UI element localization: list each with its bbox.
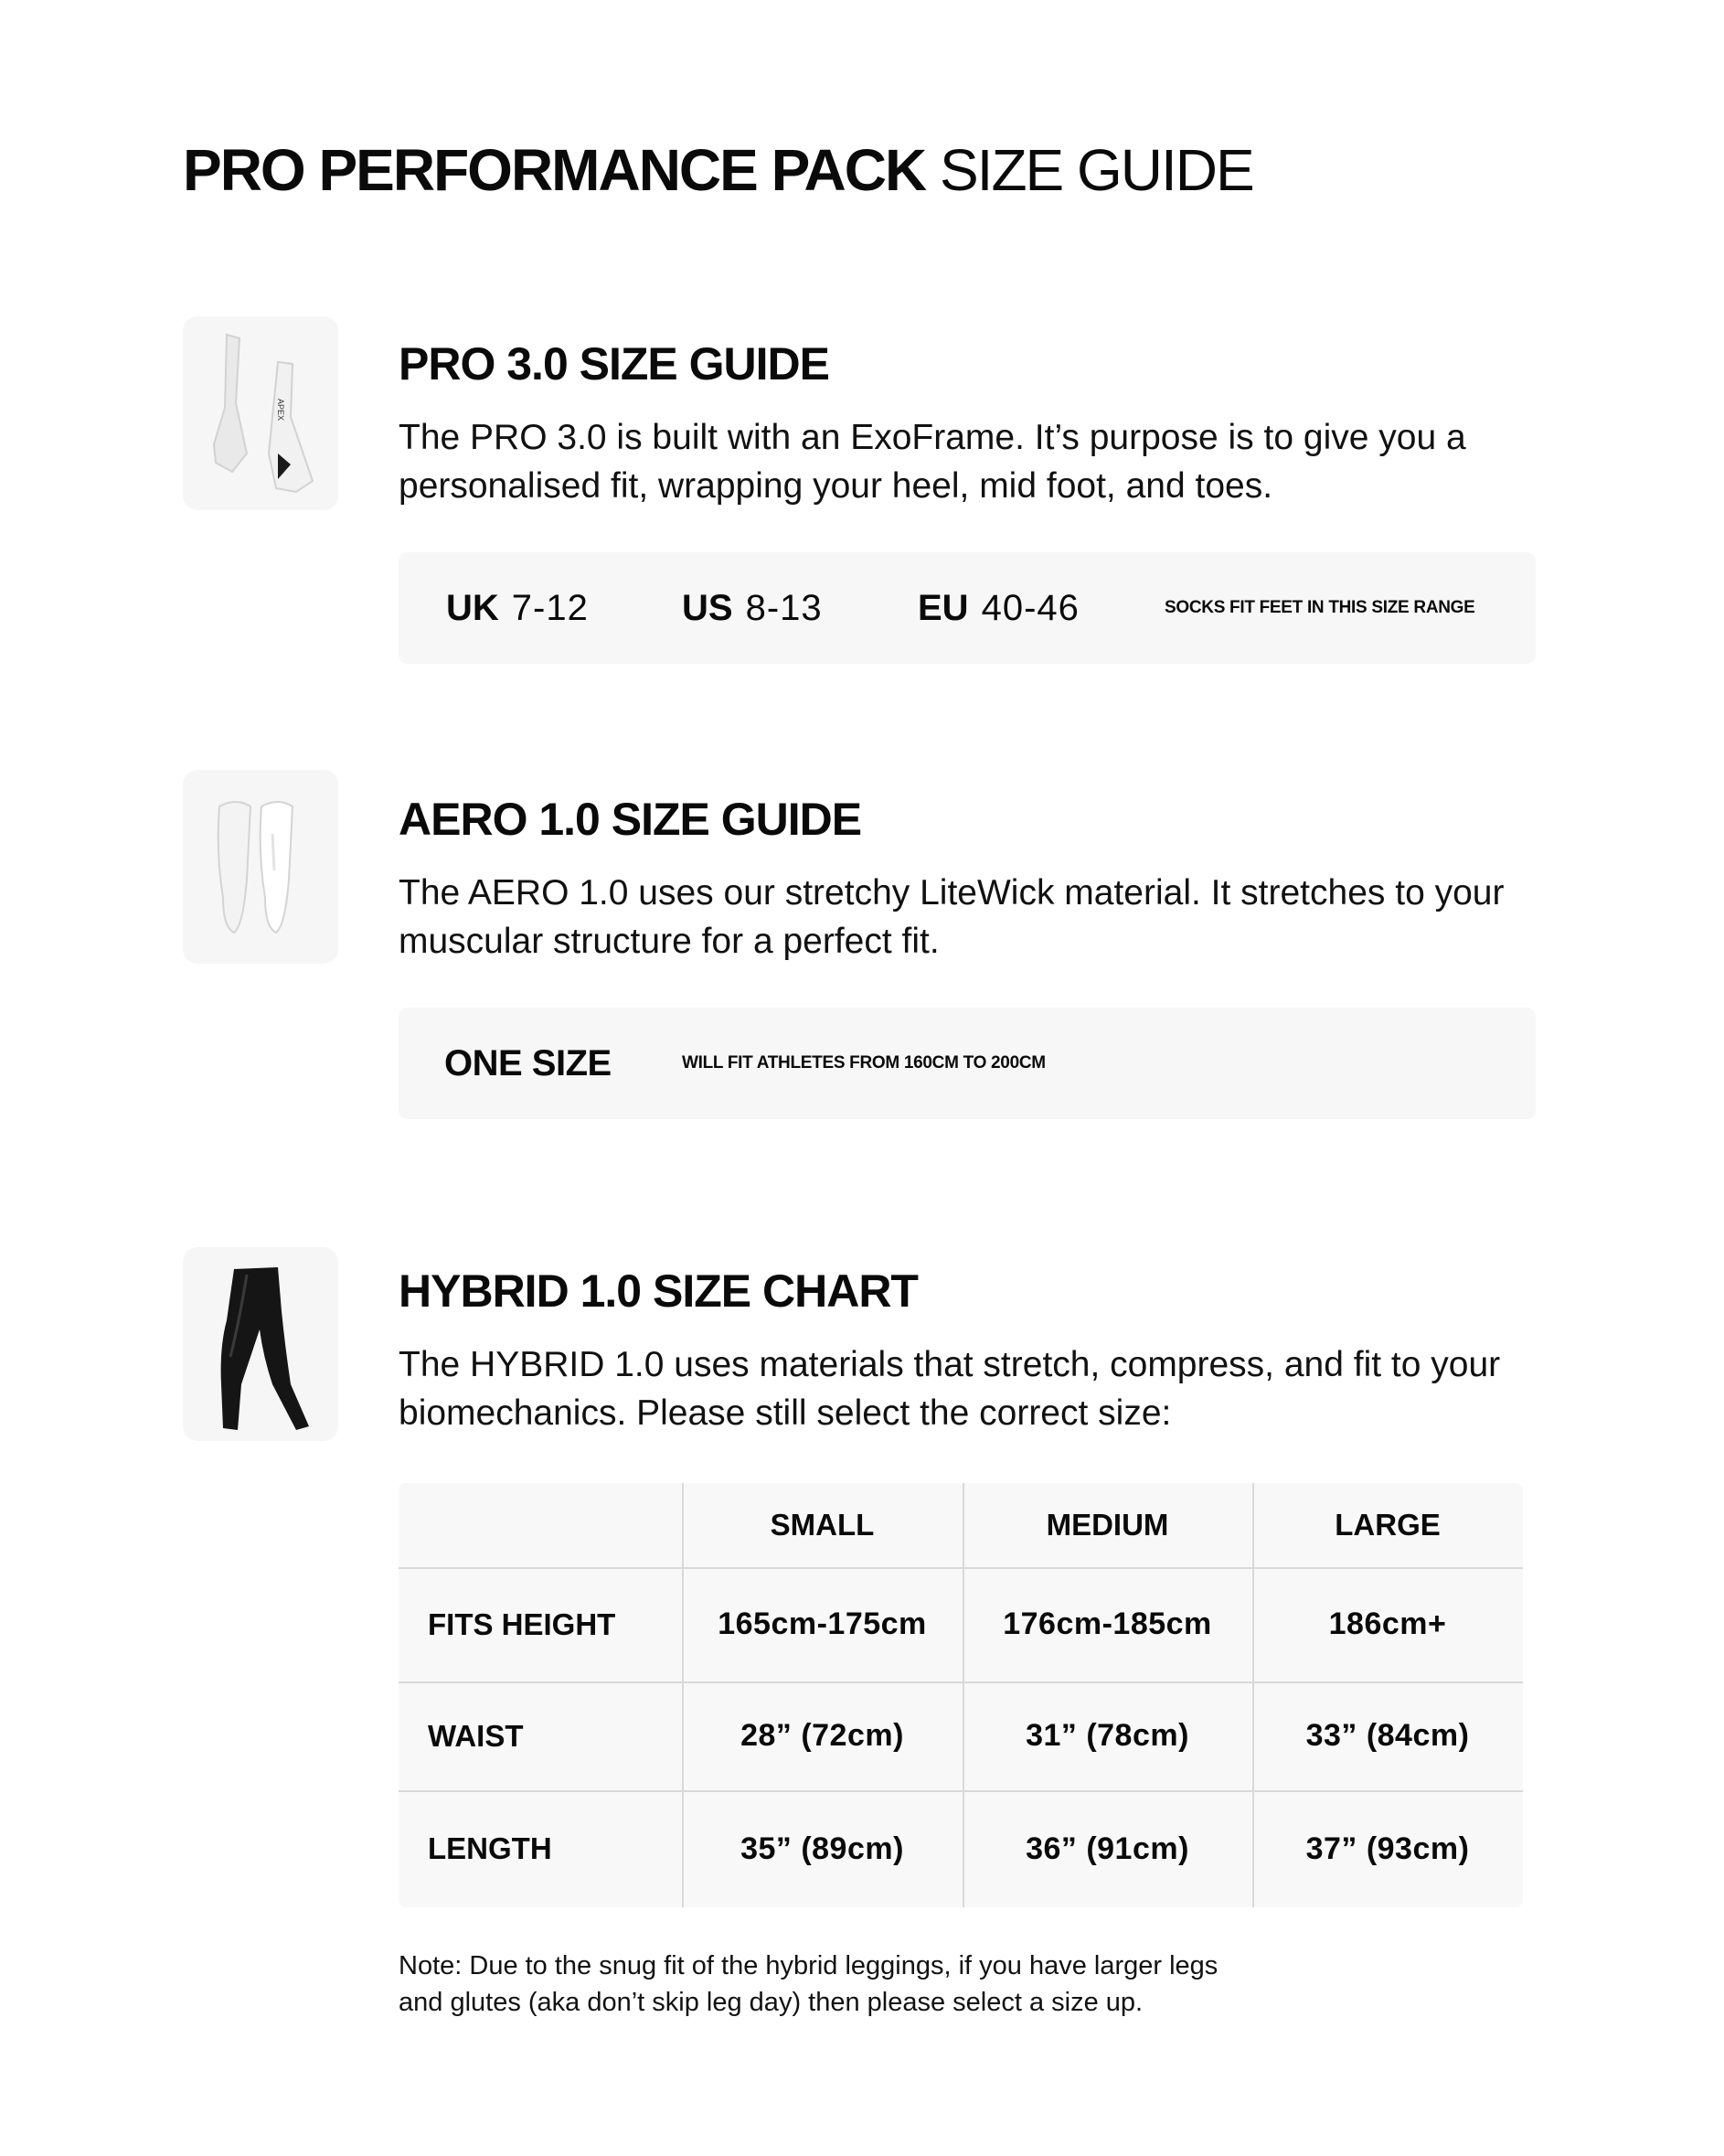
table-cell: 36” (91cm) <box>1026 1830 1189 1866</box>
size-region-label: UK <box>446 588 499 628</box>
column-header-large: LARGE <box>1335 1508 1441 1542</box>
size-range: 40-46 <box>981 588 1080 628</box>
size-eu <box>918 552 1080 664</box>
svg-text:APEX: APEX <box>276 399 285 422</box>
footnote-line-2: and glutes (aka don’t skip leg day) then please select a size up. <box>399 1988 1144 2017</box>
row-header-fits-height: FITS HEIGHT <box>428 1606 616 1641</box>
footnote-line-1: Note: Due to the snug fit of the hybrid leggings, if you have larger legs <box>399 1951 1219 1980</box>
page-title-bold: PRO PERFORMANCE PACK <box>183 137 926 203</box>
section-description-aero: The AERO 1.0 uses our stretchy LiteWick material. It stretches to your muscular structure for a perfect fit. <box>399 873 1505 961</box>
table-cell: 28” (72cm) <box>740 1718 904 1753</box>
one-size-label: ONE SIZE <box>444 1043 612 1083</box>
table-cell: 186cm+ <box>1328 1606 1447 1641</box>
page-title-light: SIZE GUIDE <box>939 137 1253 203</box>
column-header-medium: MEDIUM <box>1046 1508 1169 1542</box>
table-cell: 176cm-185cm <box>1003 1606 1212 1641</box>
size-range: 8-13 <box>745 588 823 628</box>
hybrid-size-table <box>399 1483 1523 1907</box>
size-uk <box>446 552 589 664</box>
size-range: 7-12 <box>511 588 589 628</box>
size-us <box>682 552 823 664</box>
table-cell: 165cm-175cm <box>718 1606 927 1641</box>
section-title-hybrid: HYBRID 1.0 SIZE CHART <box>399 1265 918 1317</box>
size-region-label: EU <box>918 588 969 628</box>
section-description-hybrid: The HYBRID 1.0 uses materials that stretch, compress, and fit to your biomechanics. Please still select the correct size: <box>399 1345 1501 1433</box>
calf-sleeves-icon <box>183 770 338 964</box>
table-cell: 35” (89cm) <box>740 1830 904 1866</box>
row-header-waist: WAIST <box>428 1718 524 1753</box>
section-title-aero: AERO 1.0 SIZE GUIDE <box>399 794 862 845</box>
row-header-length: LENGTH <box>428 1831 552 1865</box>
aero-size-box <box>399 1008 1536 1119</box>
table-cell: 31” (78cm) <box>1026 1718 1189 1753</box>
socks-icon <box>183 316 338 510</box>
pro-size-note: SOCKS FIT FEET IN THIS SIZE RANGE <box>1165 598 1475 617</box>
table-cell: 37” (93cm) <box>1305 1830 1470 1866</box>
leggings-image <box>183 1247 338 1441</box>
size-region-label: US <box>682 588 733 628</box>
section-description-pro: The PRO 3.0 is built with an ExoFrame. It’s purpose is to give you a personalised fit, wrapping your heel, mid foot, and toes. <box>399 418 1466 506</box>
pro-size-box <box>399 552 1536 664</box>
leggings-icon <box>183 1247 338 1441</box>
section-title-pro: PRO 3.0 SIZE GUIDE <box>399 338 830 390</box>
aero-size-note: WILL FIT ATHLETES FROM 160CM TO 200CM <box>682 1053 1046 1073</box>
footnote <box>399 1948 1495 2021</box>
column-header-small: SMALL <box>770 1508 875 1542</box>
page-title <box>183 133 1253 207</box>
socks-image <box>183 316 338 510</box>
table-cell: 33” (84cm) <box>1305 1718 1470 1753</box>
calf-sleeves-image <box>183 770 338 964</box>
